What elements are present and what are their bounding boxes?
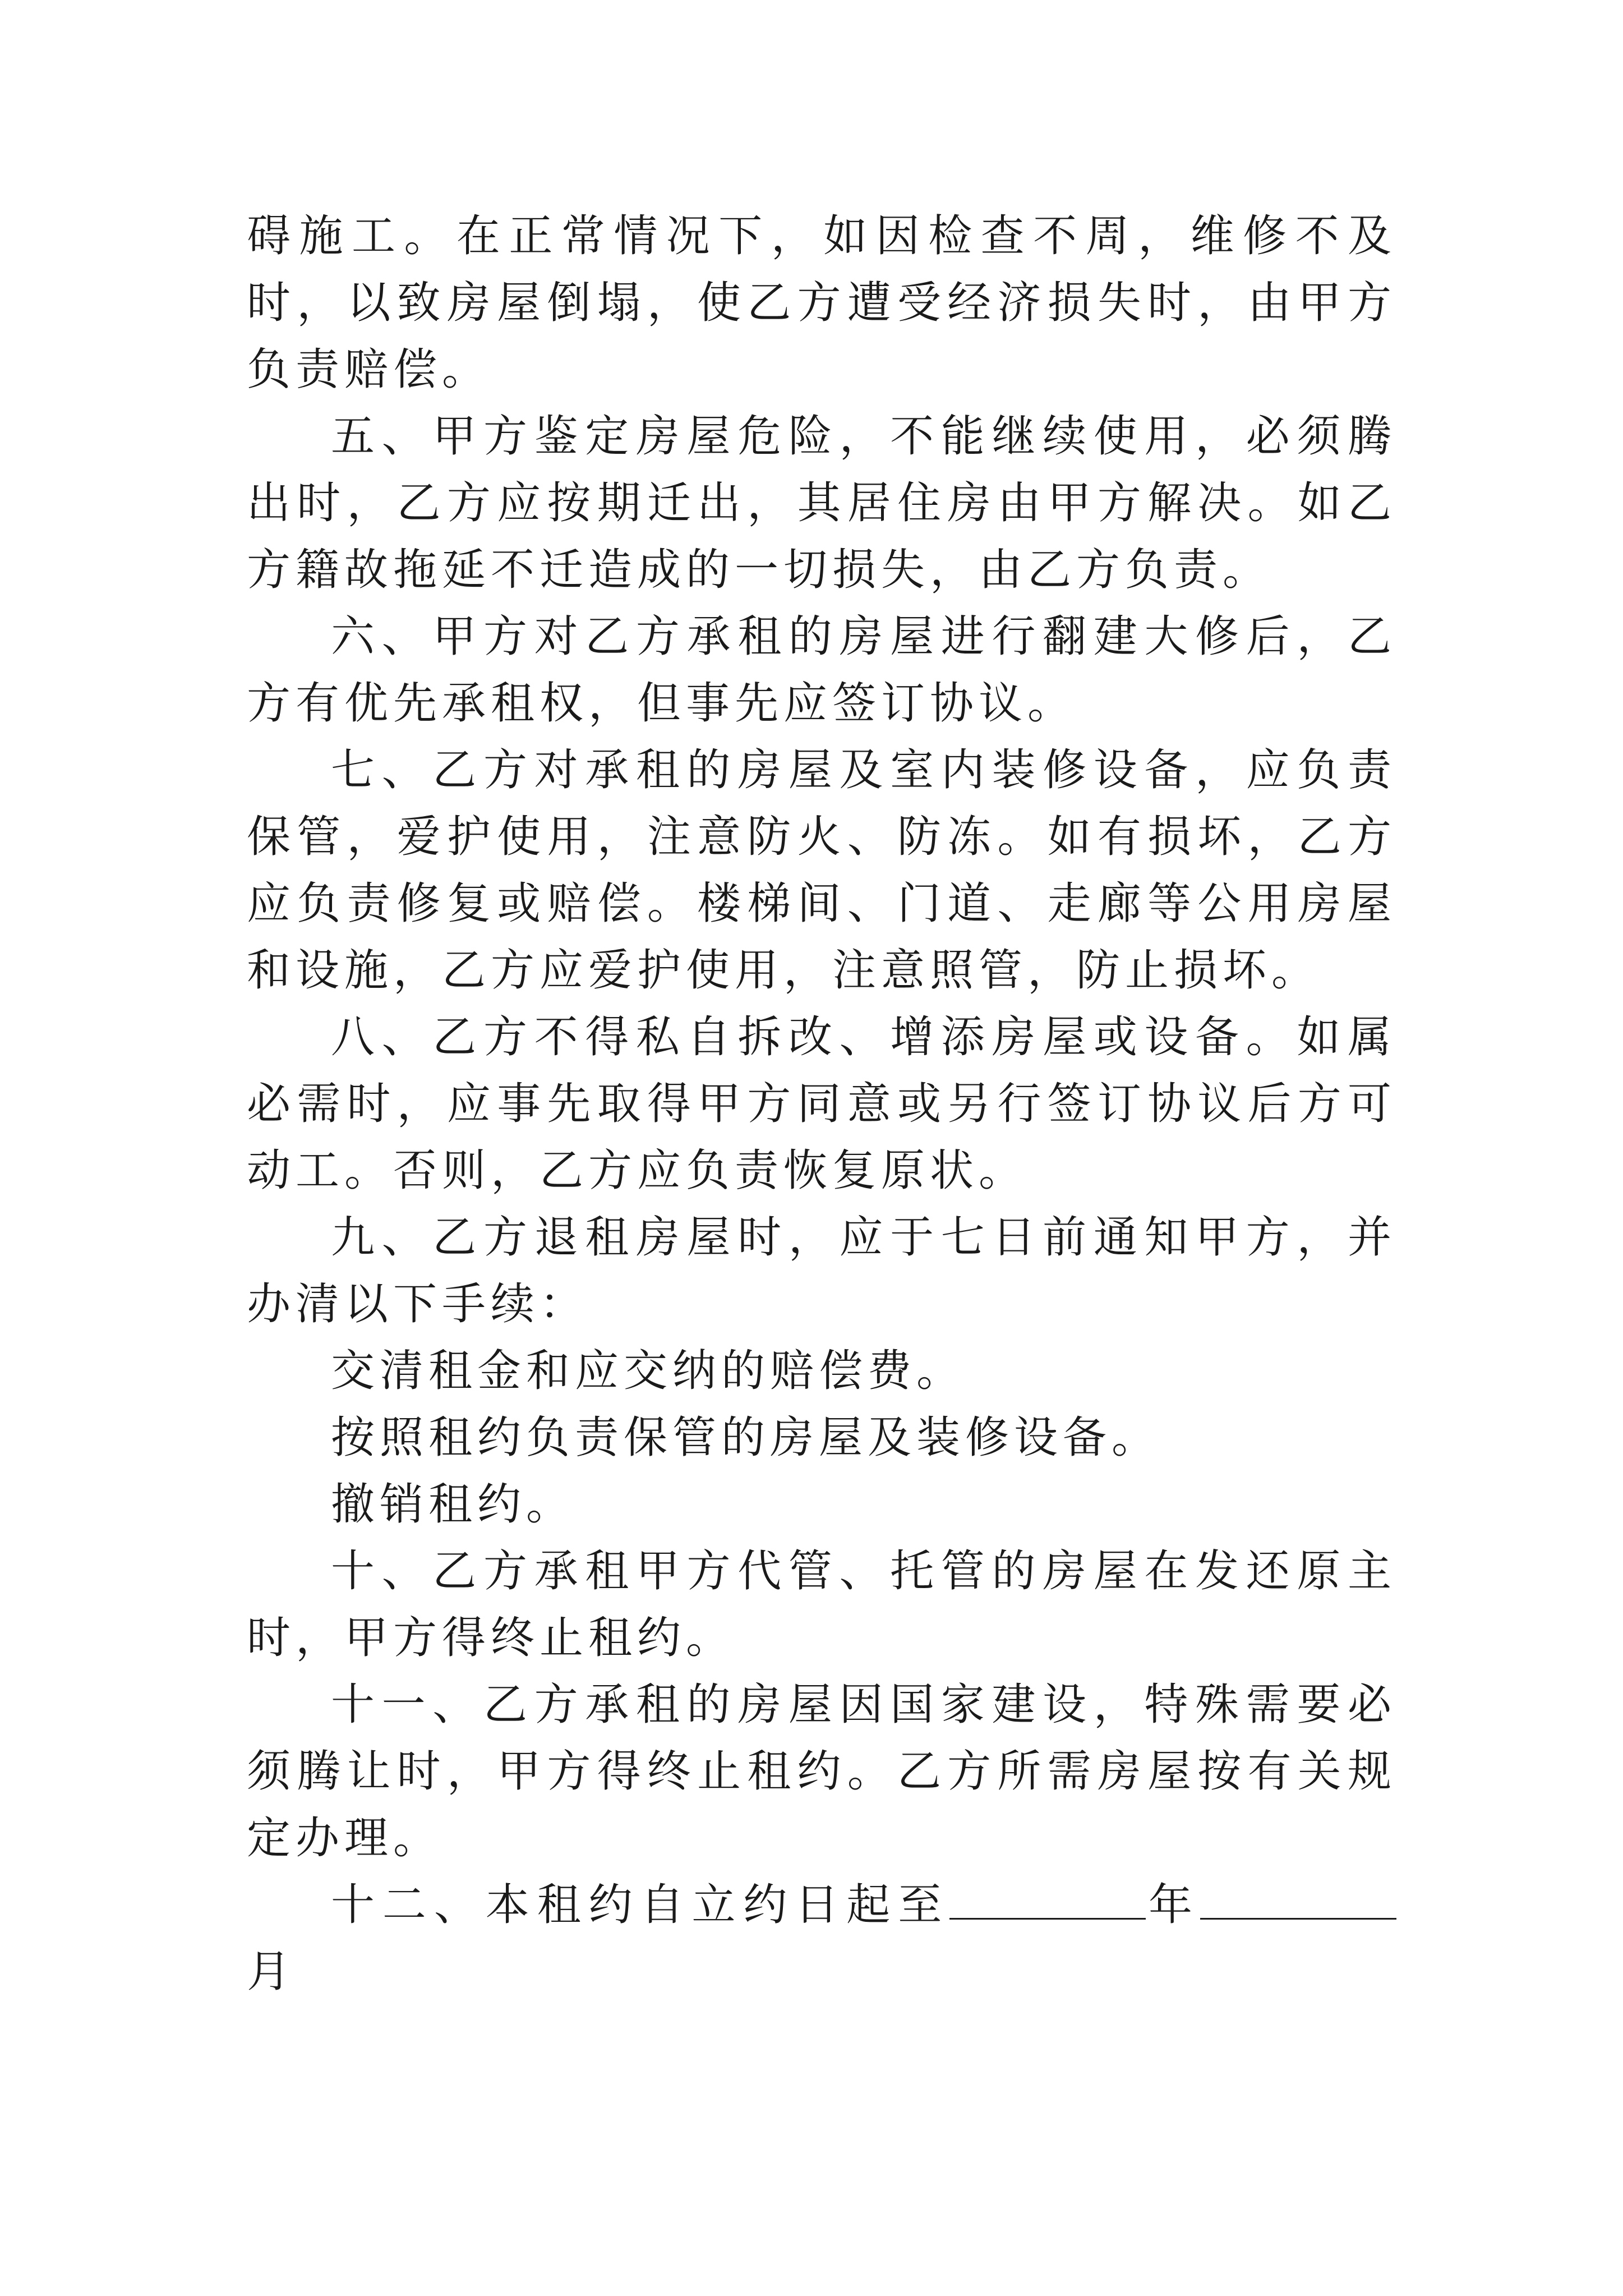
clause-5: 五、甲方鉴定房屋危险，不能继续使用，必须腾出时，乙方应按期迁出，其居住房由甲方解决。如乙方籍故拖延不迁造成的一切损失，由乙方负责。	[247, 411, 1396, 595]
clause-12-lead: 十二、本租约自立约日起至	[331, 1880, 950, 1930]
clause-9: 九、乙方退租房屋时，应于七日前通知甲方，并办清以下手续：	[247, 1212, 1396, 1329]
year-blank	[949, 1883, 1146, 1920]
clause-9-item-1: 交清租金和应交纳的赔偿费。	[331, 1346, 966, 1396]
month-blank	[1200, 1883, 1396, 1920]
clause-7: 七、乙方对承租的房屋及室内装修设备，应负责保管，爱护使用，注意防火、防冻。如有损坏，乙方应负责修复或赔偿。楼梯间、门道、走廊等公用房屋和设施，乙方应爱护使用，注意照管，防止损坏。	[247, 745, 1396, 996]
clause-12	[247, 1872, 1396, 2005]
clause-12-year-label: 年	[1146, 1880, 1200, 1930]
clause-12-month-label: 月	[247, 1947, 296, 1997]
clause-9-item-2: 按照租约负责保管的房屋及装修设备。	[331, 1412, 1161, 1463]
clause-9-item-3: 撤销租约。	[331, 1479, 575, 1530]
continuation-paragraph: 碍施工。在正常情况下，如因检查不周，维修不及时，以致房屋倒塌，使乙方遭受经济损失时，由甲方负责赔偿。	[247, 211, 1396, 395]
contract-body	[247, 203, 1396, 2005]
clause-10: 十、乙方承租甲方代管、托管的房屋在发还原主时，甲方得终止租约。	[247, 1546, 1396, 1663]
clause-8: 八、乙方不得私自拆改、增添房屋或设备。如属必需时，应事先取得甲方同意或另行签订协议后方可动工。否则，乙方应负责恢复原状。	[247, 1012, 1396, 1196]
clause-11: 十一、乙方承租的房屋因国家建设，特殊需要必须腾让时，甲方得终止租约。乙方所需房屋按有关规定办理。	[247, 1680, 1396, 1864]
clause-6: 六、甲方对乙方承租的房屋进行翻建大修后，乙方有优先承租权，但事先应签订协议。	[247, 611, 1396, 729]
